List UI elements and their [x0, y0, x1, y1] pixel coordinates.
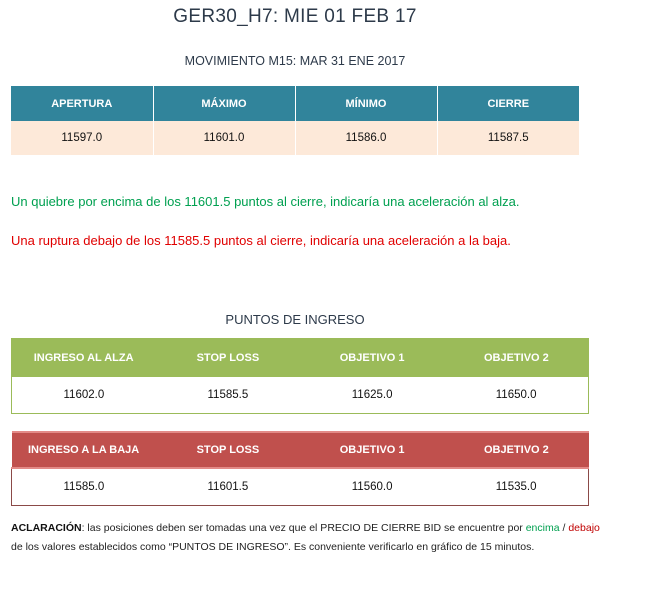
- disclaimer-note: [11, 519, 611, 557]
- note-text-part2: de los valores establecidos como “PUNTOS DE INGRESO”. Es conveniente verificarlo en gráfico de 15 minutos.: [11, 541, 535, 553]
- bearish-signal-text: Una ruptura debajo de los 11585.5 puntos al cierre, indicaría una aceleración a la baja.: [11, 233, 511, 248]
- note-separator: /: [559, 522, 569, 534]
- buy-value-row: [12, 377, 589, 414]
- value-ingreso-baja: 11585.0: [12, 468, 156, 506]
- movement-value-row: [11, 121, 579, 155]
- note-word-down: debajo: [568, 522, 600, 534]
- header-maximo: MÁXIMO: [153, 86, 295, 121]
- buy-header-row: [12, 339, 589, 377]
- header-objetivo-2: OBJETIVO 2: [444, 432, 588, 468]
- movement-subtitle: MOVIMIENTO M15: MAR 31 ENE 2017: [184, 54, 406, 68]
- value-objetivo-2: 11650.0: [444, 377, 588, 414]
- header-objetivo-1: OBJETIVO 1: [300, 432, 444, 468]
- value-objetivo-1: 11625.0: [300, 377, 444, 414]
- sell-entry-table: [11, 431, 589, 506]
- header-minimo: MÍNIMO: [295, 86, 437, 121]
- note-label: ACLARACIÓN: [11, 522, 82, 534]
- movement-header-row: [11, 86, 579, 121]
- header-objetivo-1: OBJETIVO 1: [300, 339, 444, 377]
- entry-points-title: PUNTOS DE INGRESO: [225, 312, 365, 327]
- sell-value-row: [12, 468, 589, 506]
- note-text-part1: : las posiciones deben ser tomadas una vez que el PRECIO DE CIERRE BID se encuentre por: [81, 522, 526, 534]
- buy-entry-table: [11, 338, 589, 414]
- header-stop-loss: STOP LOSS: [156, 432, 300, 468]
- header-objetivo-2: OBJETIVO 2: [444, 339, 588, 377]
- value-stop-loss: 11585.5: [156, 377, 300, 414]
- value-objetivo-1: 11560.0: [300, 468, 444, 506]
- header-ingreso-alza: INGRESO AL ALZA: [12, 339, 156, 377]
- header-ingreso-baja: INGRESO A LA BAJA: [12, 432, 156, 468]
- bullish-signal-text: Un quiebre por encima de los 11601.5 puntos al cierre, indicaría una aceleración al alza.: [11, 194, 520, 209]
- value-objetivo-2: 11535.0: [444, 468, 588, 506]
- note-word-up: encima: [525, 522, 560, 534]
- value-cierre: 11587.5: [437, 121, 579, 155]
- value-maximo: 11601.0: [153, 121, 295, 155]
- value-stop-loss: 11601.5: [156, 468, 300, 506]
- value-ingreso-alza: 11602.0: [12, 377, 156, 414]
- header-cierre: CIERRE: [437, 86, 579, 121]
- value-apertura: 11597.0: [11, 121, 153, 155]
- movement-table: [11, 86, 579, 155]
- header-apertura: APERTURA: [11, 86, 153, 121]
- sell-header-row: [12, 432, 589, 468]
- header-stop-loss: STOP LOSS: [156, 339, 300, 377]
- value-minimo: 11586.0: [295, 121, 437, 155]
- page-title: GER30_H7: MIE 01 FEB 17: [173, 6, 417, 27]
